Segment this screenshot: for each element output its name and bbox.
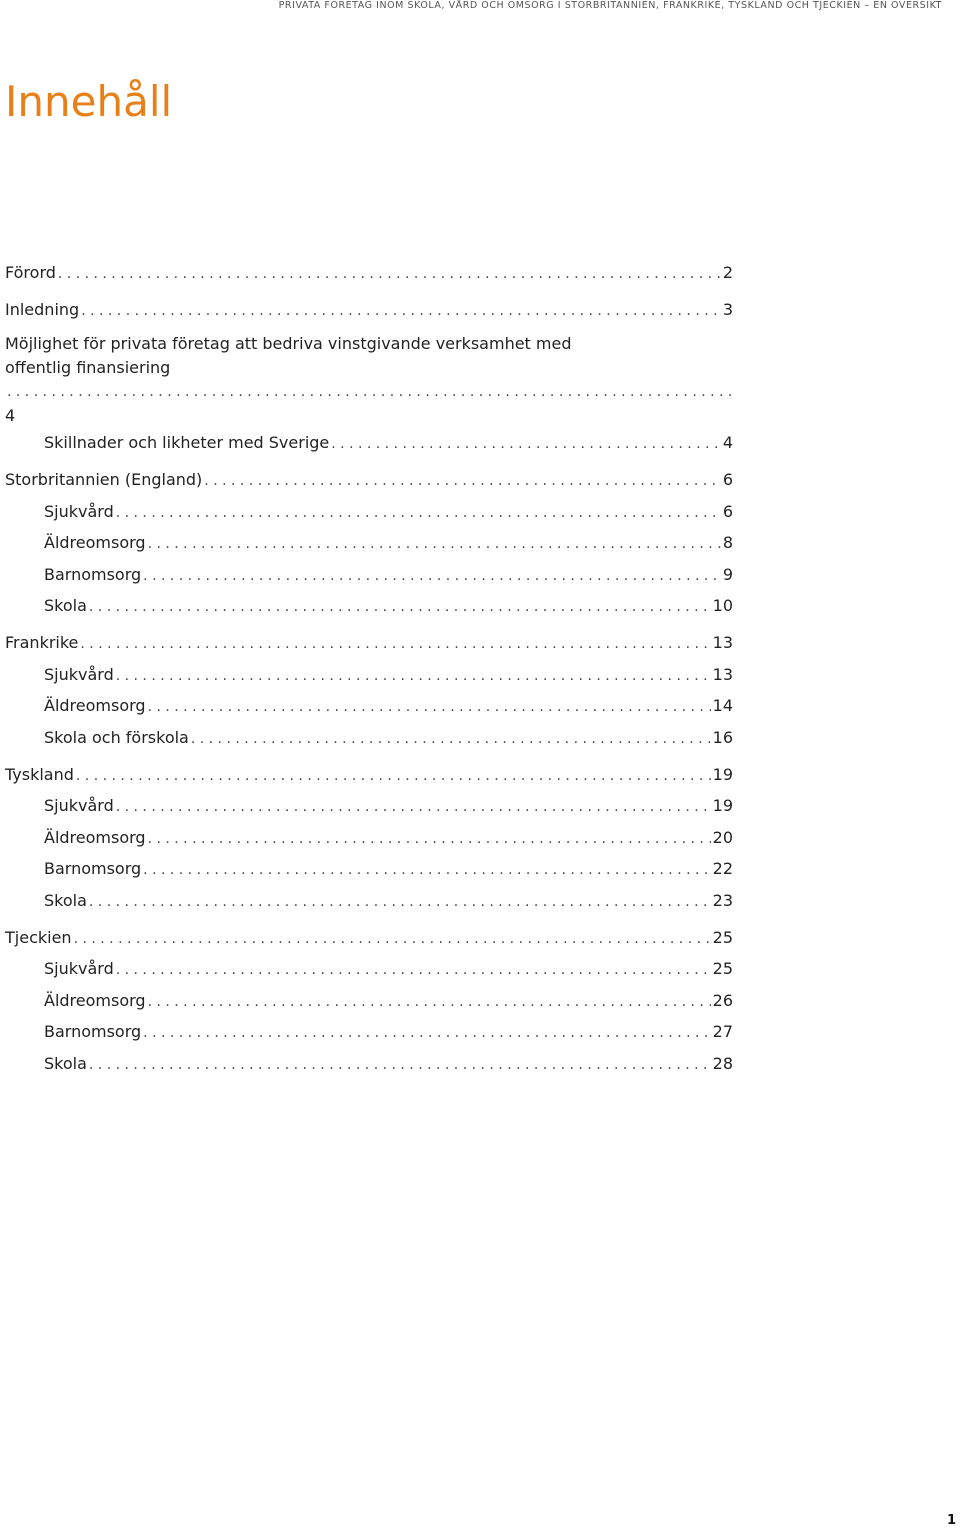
toc-entry-label: Tyskland — [5, 764, 74, 784]
toc-entry-label: Äldreomsorg — [44, 533, 146, 552]
toc-entry-inledning[interactable] — [5, 295, 733, 327]
dot-leader — [148, 988, 711, 1018]
toc-entry-label: offentlig finansiering — [5, 358, 171, 377]
toc-entry-page: 3 — [722, 300, 733, 319]
toc-entry-label: Äldreomsorg — [44, 990, 146, 1010]
toc-entry-label: Äldreomsorg — [44, 827, 146, 847]
toc-entry-tjeckien-skola[interactable] — [5, 1049, 733, 1081]
toc-entry-label: Sjukvård — [44, 501, 114, 521]
toc-entry-frankrike-skola[interactable] — [5, 723, 733, 755]
toc-entry-page: 25 — [712, 959, 733, 978]
dot-leader — [89, 1051, 711, 1081]
toc-entry-page: 13 — [712, 664, 733, 684]
toc-entry-tjeckien[interactable] — [5, 923, 733, 955]
toc-entry-label: Förord — [5, 263, 56, 282]
dot-leader — [191, 725, 711, 755]
toc-entry-page: 14 — [712, 696, 733, 715]
page-title: Innehåll — [5, 77, 173, 126]
toc-entry-label: Skola — [44, 890, 87, 910]
toc-entry-page: 2 — [722, 263, 733, 282]
dot-leader — [148, 825, 711, 855]
toc-entry-tyskland-sjukvard[interactable] — [5, 791, 733, 823]
dot-leader — [58, 260, 721, 290]
dot-leader — [331, 430, 721, 460]
toc-entry-label: Sjukvård — [44, 664, 114, 684]
page-number: 1 — [946, 1513, 956, 1528]
toc-entry-page: 26 — [712, 990, 733, 1010]
dot-leader — [116, 499, 721, 529]
dot-leader — [76, 762, 711, 792]
dot-leader — [81, 297, 721, 327]
dot-leader — [74, 925, 711, 955]
toc-entry-page: 19 — [712, 796, 733, 815]
dot-leader — [89, 888, 711, 918]
toc-entry-storbritannien[interactable] — [5, 465, 733, 497]
toc-entry-frankrike-sjukvard[interactable] — [5, 660, 733, 692]
toc-entry-page: 19 — [712, 764, 733, 784]
toc-entry-label: Skillnader och likheter med Sverige — [44, 433, 330, 452]
toc-entry-page: 25 — [712, 927, 733, 947]
toc-entry-tjeckien-sjukvard[interactable] — [5, 954, 733, 986]
toc-entry-label: Storbritannien (England) — [5, 470, 203, 489]
toc-entry-page: 4 — [722, 433, 733, 452]
toc-entry-page: 6 — [722, 470, 733, 489]
toc-entry-tjeckien-aldreomsorg[interactable] — [5, 986, 733, 1018]
toc-entry-page: 23 — [712, 890, 733, 910]
toc-entry-label: Tjeckien — [5, 927, 72, 947]
dot-leader — [7, 380, 731, 404]
toc-entry-page: 28 — [712, 1053, 733, 1073]
toc-entry-label: Skola och förskola — [44, 727, 189, 747]
toc-entry-page: 16 — [712, 727, 733, 747]
toc-entry-storbritannien-barnomsorg[interactable] — [5, 560, 733, 592]
dot-leader — [148, 693, 711, 723]
toc-entry-storbritannien-aldreomsorg[interactable] — [5, 528, 733, 560]
toc-entry-tyskland-aldreomsorg[interactable] — [5, 823, 733, 855]
dot-leader — [143, 1019, 710, 1049]
toc-entry-page: 20 — [712, 827, 733, 847]
toc-entry-page: 22 — [712, 859, 733, 878]
toc-entry-storbritannien-skola[interactable] — [5, 591, 733, 623]
toc-entry-label: Äldreomsorg — [44, 696, 146, 715]
toc-entry-tyskland[interactable] — [5, 760, 733, 792]
toc-entry-frankrike[interactable] — [5, 628, 733, 660]
dot-leader — [143, 562, 721, 592]
toc-entry-label-line1: Möjlighet för privata företag att bedriva vinstgivande verksamhet med — [5, 334, 572, 353]
toc-entry-label: Sjukvård — [44, 959, 114, 978]
toc-entry-page: 4 — [5, 406, 16, 425]
running-header: PRIVATA FÖRETAG INOM SKOLA, VÅRD OCH OMSORG I STORBRITANNIEN, FRANKRIKE, TYSKLAND OCH TJECKIEN – EN ÖVERSIKT — [278, 0, 942, 11]
dot-leader — [80, 630, 710, 660]
toc-entry-page: 8 — [722, 533, 733, 552]
toc-entry-label: Skola — [44, 596, 87, 615]
toc-entry-page: 6 — [722, 501, 733, 521]
toc-entry-storbritannien-sjukvard[interactable] — [5, 497, 733, 529]
toc-entry-page: 9 — [722, 564, 733, 584]
toc-entry-skillnader[interactable] — [5, 428, 733, 460]
dot-leader — [116, 793, 711, 823]
toc-entry-tjeckien-barnomsorg[interactable] — [5, 1017, 733, 1049]
toc-entry-forord[interactable] — [5, 258, 733, 290]
toc-entry-label: Frankrike — [5, 633, 79, 652]
toc-entry-label: Barnomsorg — [44, 564, 142, 584]
toc-entry-label: Sjukvård — [44, 796, 114, 815]
toc-entry-tyskland-skola[interactable] — [5, 886, 733, 918]
toc-entry-label: Skola — [44, 1053, 87, 1073]
dot-leader — [143, 856, 710, 886]
dot-leader — [116, 956, 711, 986]
dot-leader — [116, 662, 711, 692]
toc-entry-frankrike-aldreomsorg[interactable] — [5, 691, 733, 723]
toc-entry-mojlighet[interactable] — [5, 332, 733, 428]
toc-entry-page: 27 — [712, 1022, 733, 1041]
toc-entry-label: Barnomsorg — [44, 1022, 142, 1041]
toc-entry-label: Barnomsorg — [44, 859, 142, 878]
dot-leader — [204, 467, 721, 497]
toc-entry-page: 10 — [712, 596, 733, 615]
dot-leader — [89, 593, 711, 623]
toc-entry-tyskland-barnomsorg[interactable] — [5, 854, 733, 886]
toc-entry-page: 13 — [712, 633, 733, 652]
toc-entry-label: Inledning — [5, 300, 80, 319]
dot-leader — [148, 530, 721, 560]
table-of-contents — [5, 258, 733, 1080]
